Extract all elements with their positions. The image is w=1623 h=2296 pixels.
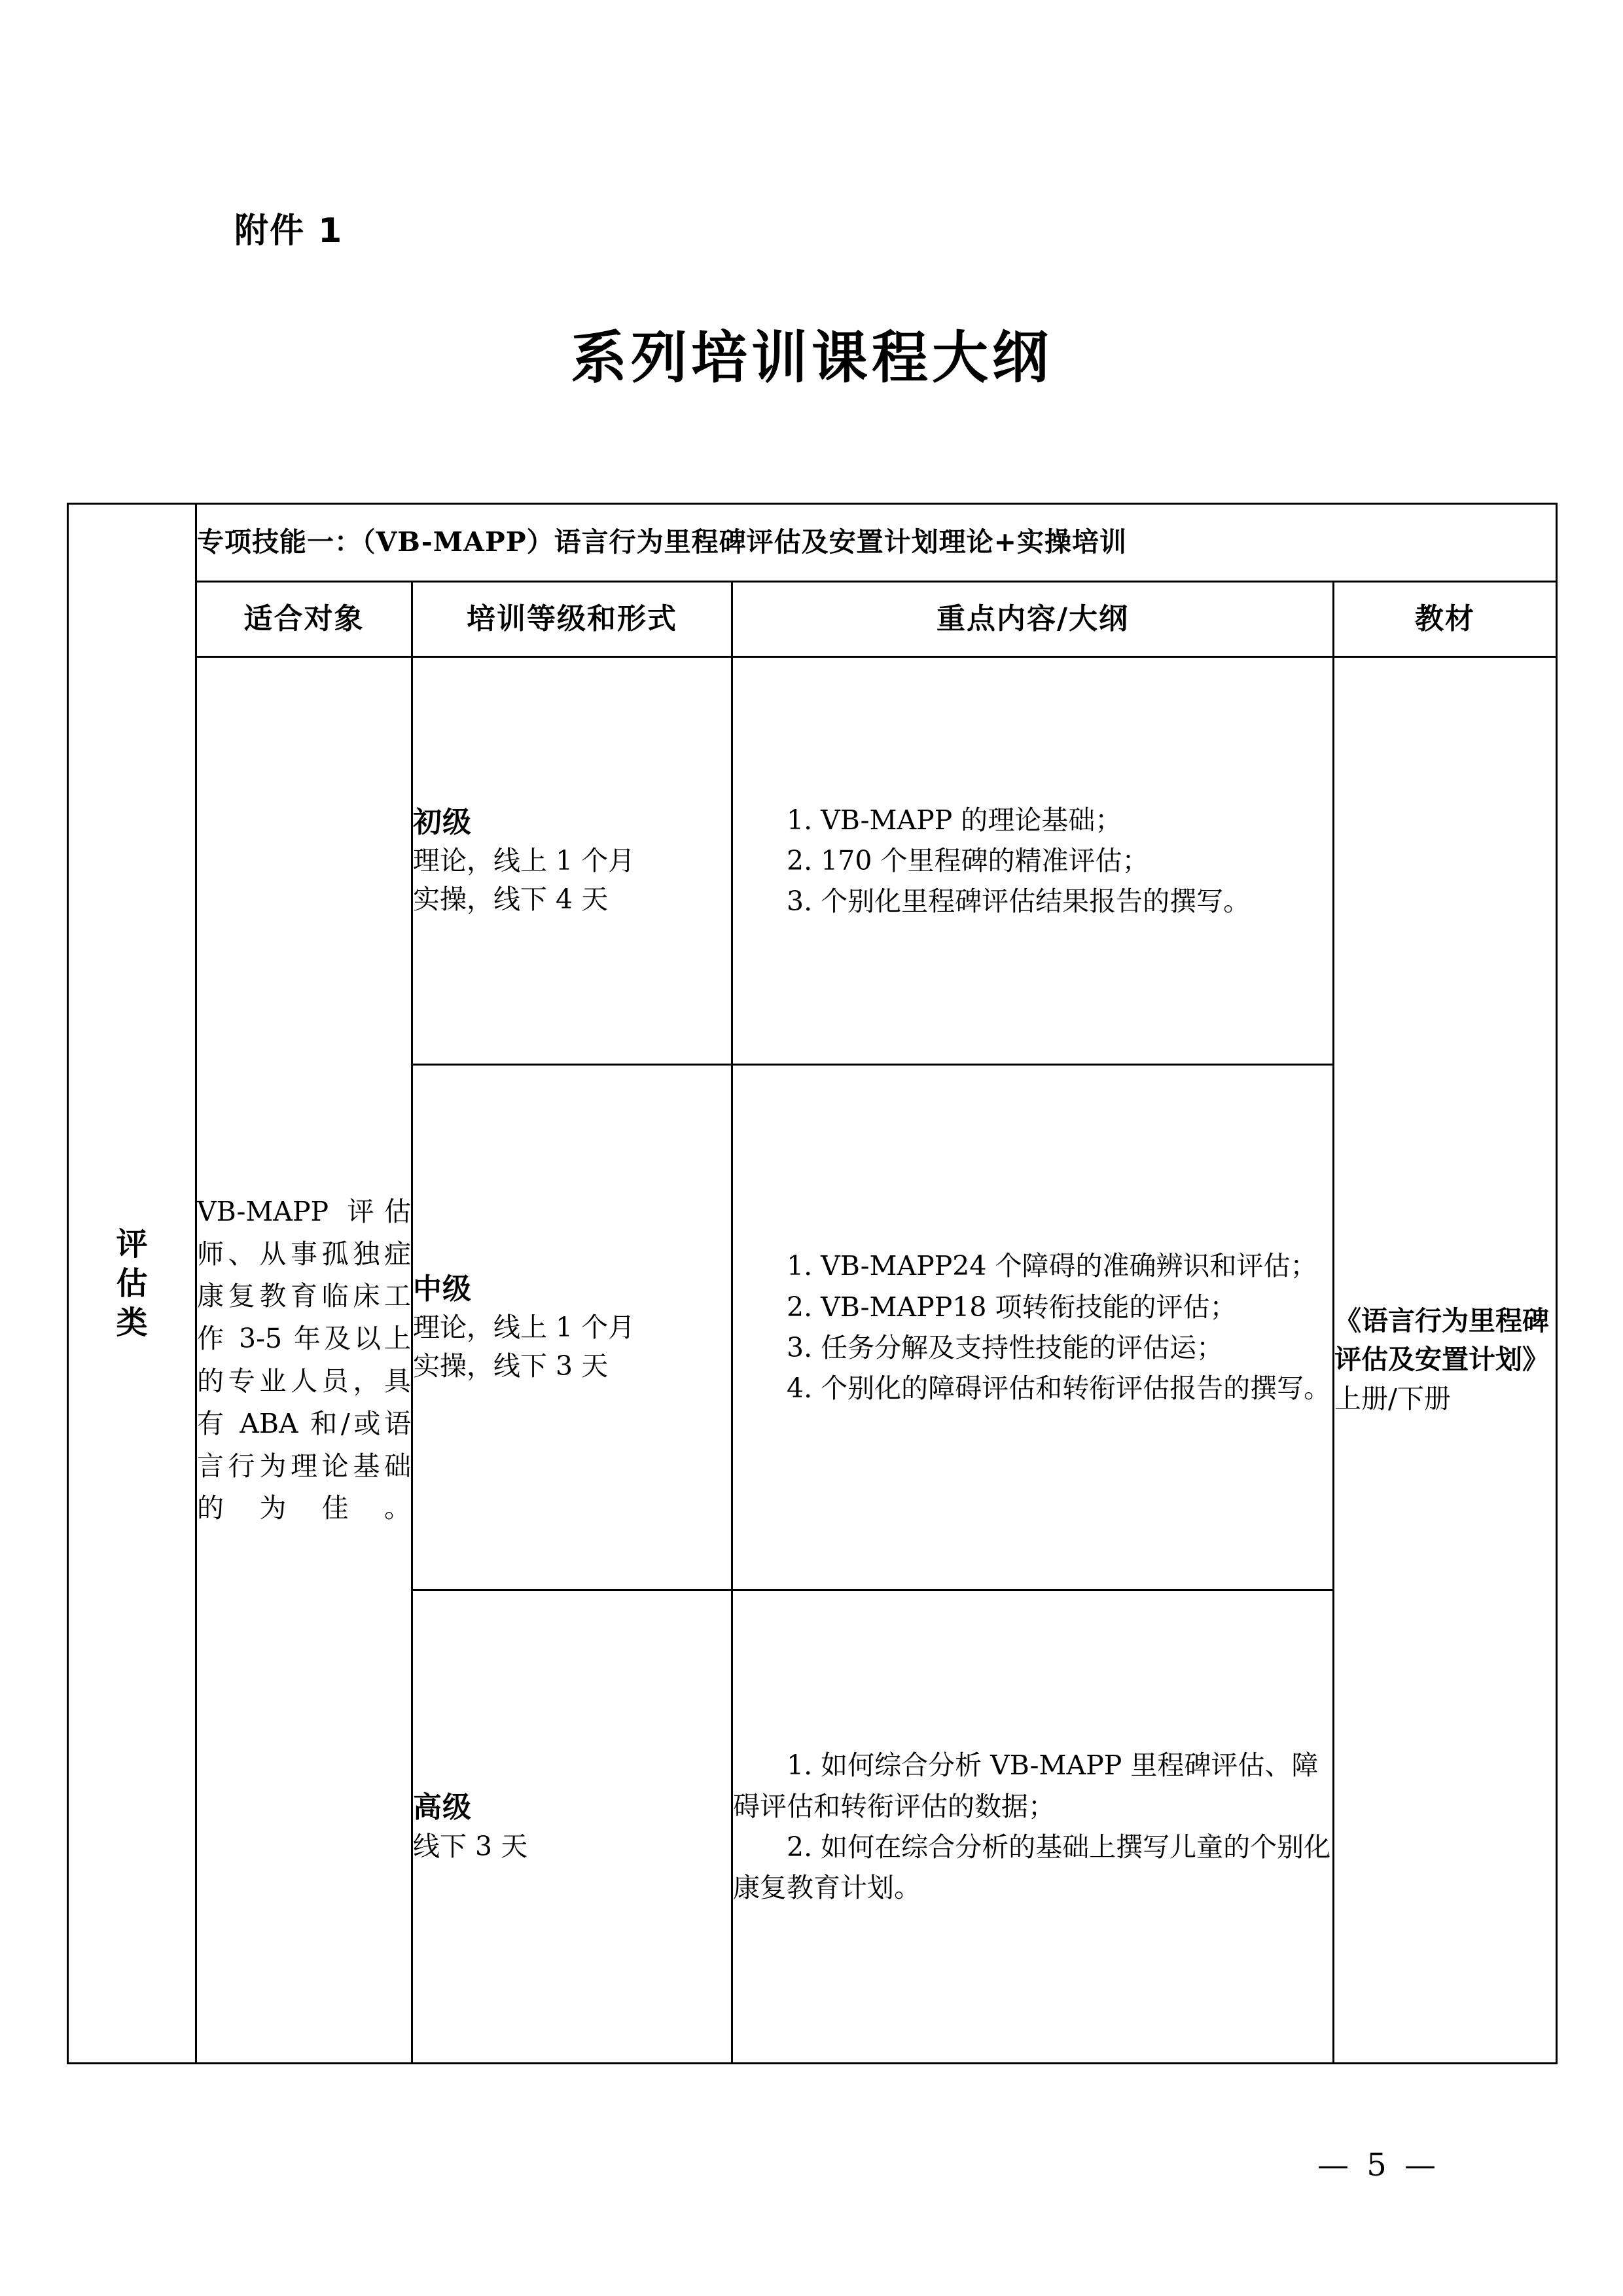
level-name: 高级 <box>413 1791 472 1825</box>
textbook-text <box>1334 1302 1556 1418</box>
column-header-textbook <box>1334 582 1557 657</box>
level-detail: 实操，线下 3 天 <box>413 1350 609 1382</box>
column-header-level-label: 培训等级和形式 <box>467 601 677 636</box>
column-header-audience <box>196 582 412 657</box>
table-row <box>68 657 1557 1065</box>
outline-item: 2. VB-MAPP18 项转衔技能的评估； <box>787 1291 1237 1323</box>
level-cell-intermediate <box>412 1065 732 1590</box>
textbook-title: 《语言行为里程碑评估及安置计划》 <box>1334 1304 1549 1376</box>
audience-text: VB-MAPP 评估师、从事孤独症康复教育临床工作 3-5 年及以上的专业人员，具有 ABA 和/或语言行为理论基础的为佳。 <box>197 1195 411 1524</box>
column-header-audience-label: 适合对象 <box>243 601 365 636</box>
banner-title: 专项技能一：（VB-MAPP）语言行为里程碑评估及安置计划理论+实操培训 <box>197 526 1127 558</box>
outline-cell-primary <box>732 657 1334 1065</box>
outline-item: 2. 170 个里程碑的精准评估； <box>787 844 1149 876</box>
course-outline-table-wrapper <box>67 503 1558 2064</box>
page-title: 系列培训课程大纲 <box>571 325 1052 391</box>
table-banner-row <box>68 504 1557 582</box>
textbook-volumes: 上册/下册 <box>1334 1382 1451 1414</box>
level-detail: 实操，线下 4 天 <box>413 883 609 915</box>
outline-item: 1. VB-MAPP 的理论基础； <box>787 804 1122 836</box>
category-cell <box>68 504 196 2064</box>
table-header-row <box>68 582 1557 657</box>
outline-item: 3. 任务分解及支持性技能的评估运； <box>787 1332 1224 1363</box>
outline-item: 1. 如何综合分析 VB-MAPP 里程碑评估、障碍评估和转衔评估的数据； <box>733 1749 1319 1822</box>
column-header-outline <box>732 582 1334 657</box>
level-cell-advanced <box>412 1590 732 2064</box>
column-header-outline-label: 重点内容/大纲 <box>936 601 1130 636</box>
level-detail: 线下 3 天 <box>413 1830 528 1862</box>
outline-item: 4. 个别化的障碍评估和转衔评估报告的撰写。 <box>787 1372 1331 1405</box>
outline-cell-advanced <box>732 1590 1334 2064</box>
column-header-textbook-label: 教材 <box>1415 601 1475 636</box>
attachment-label: 附件 1 <box>234 211 344 251</box>
outline-item: 3. 个别化里程碑评估结果报告的撰写。 <box>787 886 1251 918</box>
outline-item: 1. VB-MAPP24 个障碍的准确辨识和评估； <box>787 1250 1317 1282</box>
level-name: 中级 <box>413 1272 472 1306</box>
course-outline-table <box>67 503 1558 2064</box>
outline-item: 2. 如何在综合分析的基础上撰写儿童的个别化康复教育计划。 <box>733 1831 1331 1904</box>
level-cell-primary <box>412 657 732 1065</box>
level-detail: 理论，线上 1 个月 <box>413 1312 635 1344</box>
banner-cell <box>196 504 1557 582</box>
column-header-level <box>412 582 732 657</box>
category-label: 评估类 <box>116 1226 149 1341</box>
audience-cell <box>196 657 412 2064</box>
page-number-footer: — 5 — <box>1317 2147 1440 2183</box>
textbook-cell <box>1334 657 1557 2064</box>
level-detail: 理论，线上 1 个月 <box>413 845 635 877</box>
outline-cell-intermediate <box>732 1065 1334 1590</box>
level-name: 初级 <box>413 806 472 840</box>
